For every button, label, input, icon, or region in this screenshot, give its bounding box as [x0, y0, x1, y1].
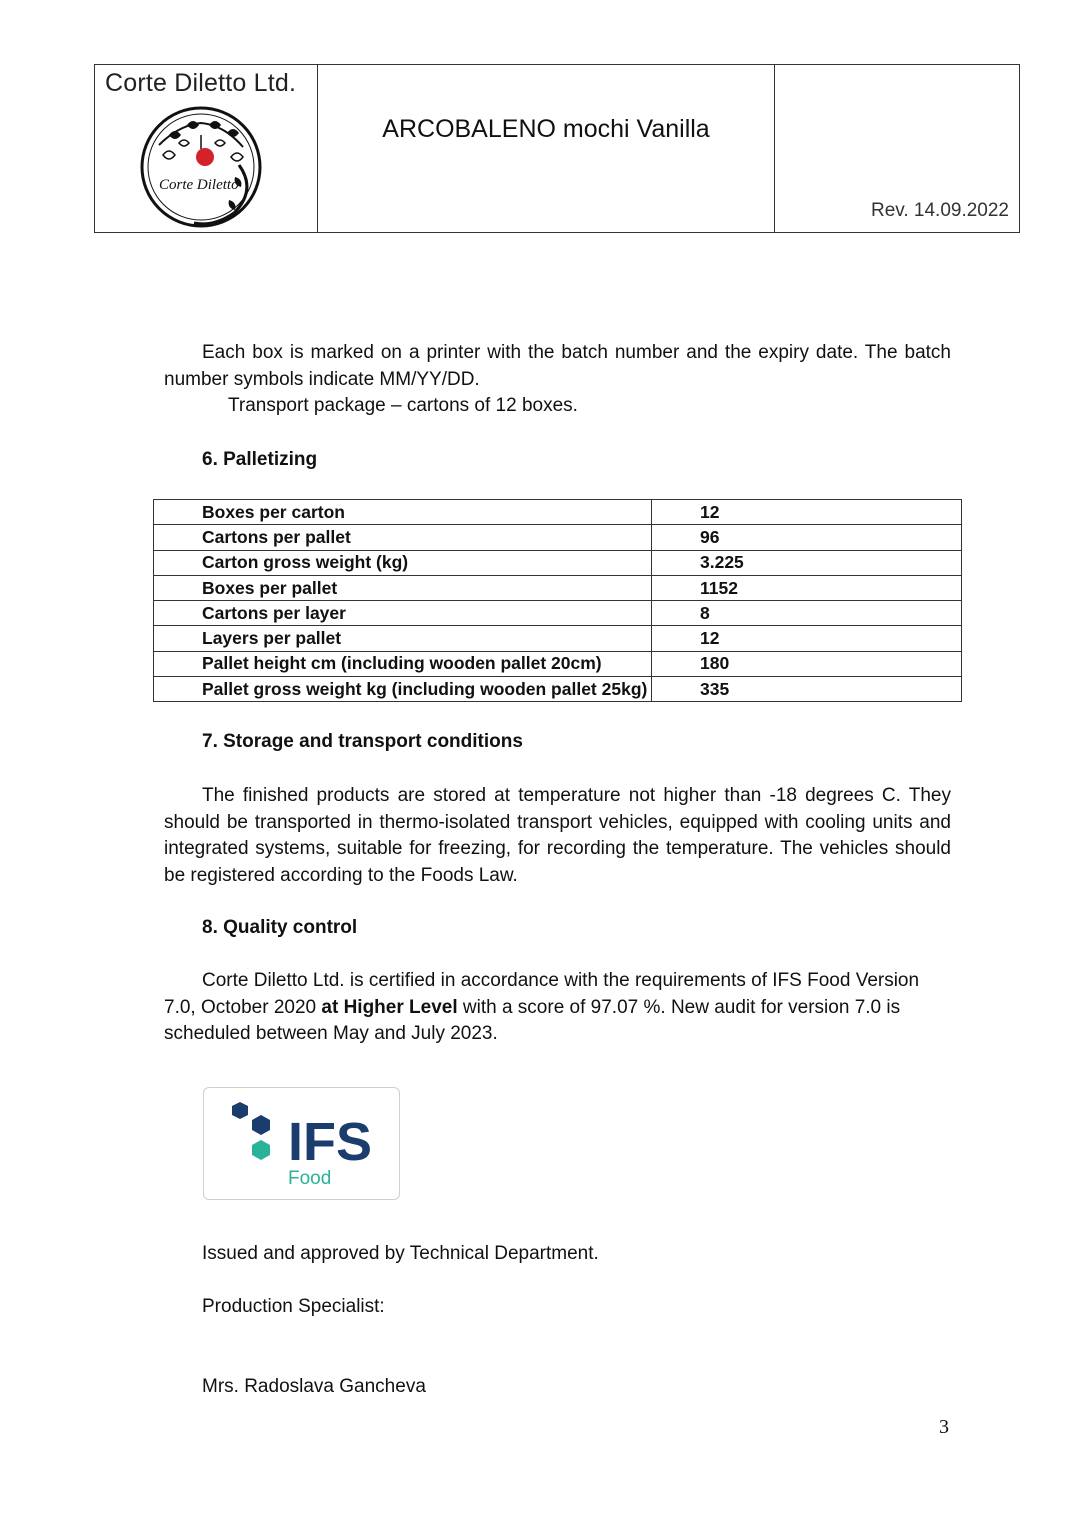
quality-text-2: with a score of 97.07 %. New audit for version 7.0 is scheduled between May and July 2023. [164, 996, 901, 1044]
table-row [154, 651, 962, 676]
row-label: Cartons per pallet [154, 525, 652, 550]
palletizing-table [153, 499, 962, 702]
row-value: 8 [652, 601, 962, 626]
section-heading-quality: 8. Quality control [202, 917, 358, 938]
section-heading-storage: 7. Storage and transport conditions [202, 731, 523, 752]
table-row [154, 525, 962, 550]
table-row [154, 677, 962, 702]
specialist-name: Mrs. Radoslava Gancheva [202, 1376, 426, 1397]
logo-text: Corte Diletto [159, 177, 239, 193]
row-label: Carton gross weight (kg) [154, 550, 652, 575]
table-row [154, 575, 962, 600]
quality-paragraph [164, 968, 951, 1048]
row-label: Pallet height cm (including wooden pallet 20cm) [154, 651, 652, 676]
page-number: 3 [939, 1416, 949, 1438]
row-value: 96 [652, 525, 962, 550]
row-label: Layers per pallet [154, 626, 652, 651]
header-revision-cell [775, 65, 1019, 232]
issued-statement: Issued and approved by Technical Department. [202, 1243, 599, 1264]
table-row [154, 500, 962, 525]
ifs-text: IFS [288, 1112, 373, 1172]
row-label: Boxes per carton [154, 500, 652, 525]
header-title-cell [318, 65, 775, 232]
revision-date: Rev. 14.09.2022 [870, 200, 1009, 221]
company-logo [139, 105, 263, 229]
document-title: ARCOBALENO mochi Vanilla [382, 115, 710, 143]
ifs-food-logo [203, 1087, 400, 1200]
table-row [154, 626, 962, 651]
document-header [94, 64, 1020, 233]
row-label: Pallet gross weight kg (including wooden pallet 25kg) [154, 677, 652, 702]
ifs-food-text: Food [288, 1168, 332, 1189]
table-row [154, 601, 962, 626]
transport-package-text: Transport package – cartons of 12 boxes. [228, 395, 578, 416]
specialist-label: Production Specialist: [202, 1296, 385, 1317]
row-value: 1152 [652, 575, 962, 600]
quality-text-1: Corte Diletto Ltd. is certified in accordance with the requirements of IFS Food Version 7.0, October 2020 [164, 970, 920, 1018]
row-label: Boxes per pallet [154, 575, 652, 600]
section-heading-palletizing: 6. Palletizing [202, 449, 318, 470]
table-row [154, 550, 962, 575]
intro-paragraph: Each box is marked on a printer with the batch number and the expiry date. The batch number symbols indicate MM/YY/DD. [164, 342, 951, 390]
storage-paragraph: The finished products are stored at temperature not higher than -18 degrees C. They should be transported in thermo-isolated transport vehicles, equipped with cooling units and integrated systems, suitable for freezing, for recording the temperature. The vehicles should be registered according to the Foods Law. [164, 785, 951, 886]
row-value: 180 [652, 651, 962, 676]
row-value: 12 [652, 500, 962, 525]
quality-text-bold: at Higher Level [321, 996, 458, 1018]
company-name: Corte Diletto Ltd. [105, 69, 297, 97]
header-company-cell [95, 65, 318, 232]
ifs-logo-graphic [204, 1088, 401, 1201]
row-value: 12 [652, 626, 962, 651]
row-label: Cartons per layer [154, 601, 652, 626]
row-value: 3.225 [652, 550, 962, 575]
row-value: 335 [652, 677, 962, 702]
